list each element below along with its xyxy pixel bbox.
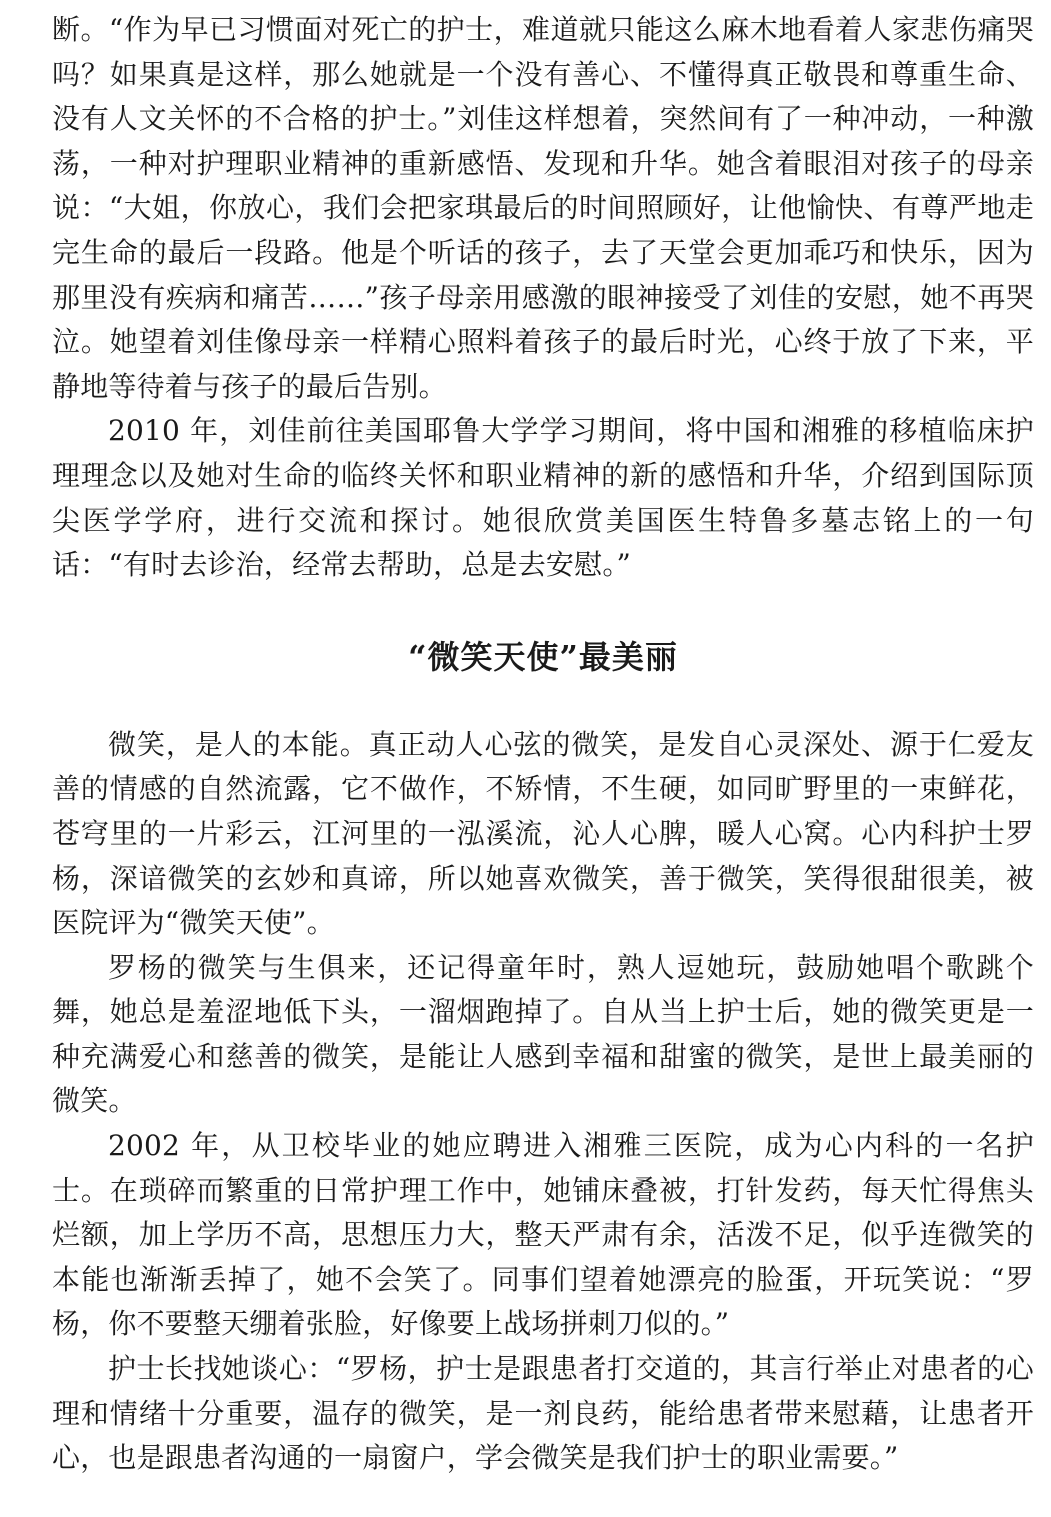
paragraph-2002: 2002 年，从卫校毕业的她应聘进入湘雅三医院，成为心内科的一名护士。在琐碎而繁重的日常护理工作中，她铺床叠被，打针发药，每天忙得焦头烂额，加上学历不高，思想压力大，整天严肃有余，活泼不足，似乎连微笑的本能也渐渐丢掉了，她不会笑了。同事们望着她漂亮的脸蛋，开玩笑说：“罗杨，你不要整天绷着张脸，好像要上战场拼刺刀似的。” [52,1129,1034,1341]
paragraph-yale: 2010 年，刘佳前往美国耶鲁大学学习期间，将中国和湘雅的移植临床护理理念以及她对生命的临终关怀和职业精神的新的感悟和升华，介绍到国际顶尖医学学府，进行交流和探讨。她很欣赏美国医生特鲁多墓志铭上的一句话：“有时去诊治，经常去帮助，总是去安慰。” [52,414,1034,582]
paragraph-continuation: 断。“作为早已习惯面对死亡的护士，难道就只能这么麻木地看着人家悲伤痛哭吗？如果真是这样，那么她就是一个没有善心、不懂得真正敬畏和尊重生命、没有人文关怀的不合格的护士。”刘佳这样想着，突然间有了一种冲动，一种激荡，一种对护理职业精神的重新感悟、发现和升华。她含着眼泪对孩子的母亲说：“大姐，你放心，我们会把家琪最后的时间照顾好，让他愉快、有尊严地走完生命的最后一段路。他是个听话的孩子，去了天堂会更加乖巧和快乐，因为那里没有疾病和痛苦……”孩子母亲用感激的眼神接受了刘佳的安慰，她不再哭泣。她望着刘佳像母亲一样精心照料着孩子的最后时光，心终于放了下来，平静地等待着与孩子的最后告别。 [52,13,1034,403]
paragraph-childhood: 罗杨的微笑与生俱来，还记得童年时，熟人逗她玩，鼓励她唱个歌跳个舞，她总是羞涩地低下头，一溜烟跑掉了。自从当上护士后，她的微笑更是一种充满爱心和慈善的微笑，是能让人感到幸福和甜蜜的微笑，是世上最美丽的微笑。 [52,950,1034,1118]
paragraph-smile-intro: 微笑，是人的本能。真正动人心弦的微笑，是发自心灵深处、源于仁爱友善的情感的自然流露，它不做作，不矫情，不生硬，如同旷野里的一束鲜花，苍穹里的一片彩云，江河里的一泓溪流，沁人心脾，暖人心窝。心内科护士罗杨，深谙微笑的玄妙和真谛，所以她喜欢微笑，善于微笑，笑得很甜很美，被医院评为“微笑天使”。 [52,727,1034,940]
paragraph-head-nurse: 护士长找她谈心：“罗杨，护士是跟患者打交道的，其言行举止对患者的心理和情绪十分重要，温存的微笑，是一剂良药，能给患者带来慰藉，让患者开心，也是跟患者沟通的一扇窗户，学会微笑是我们护士的职业需要。” [52,1352,1034,1475]
document-page [52,8,1034,1481]
section-title: “微笑天使”最美丽 [408,637,678,676]
